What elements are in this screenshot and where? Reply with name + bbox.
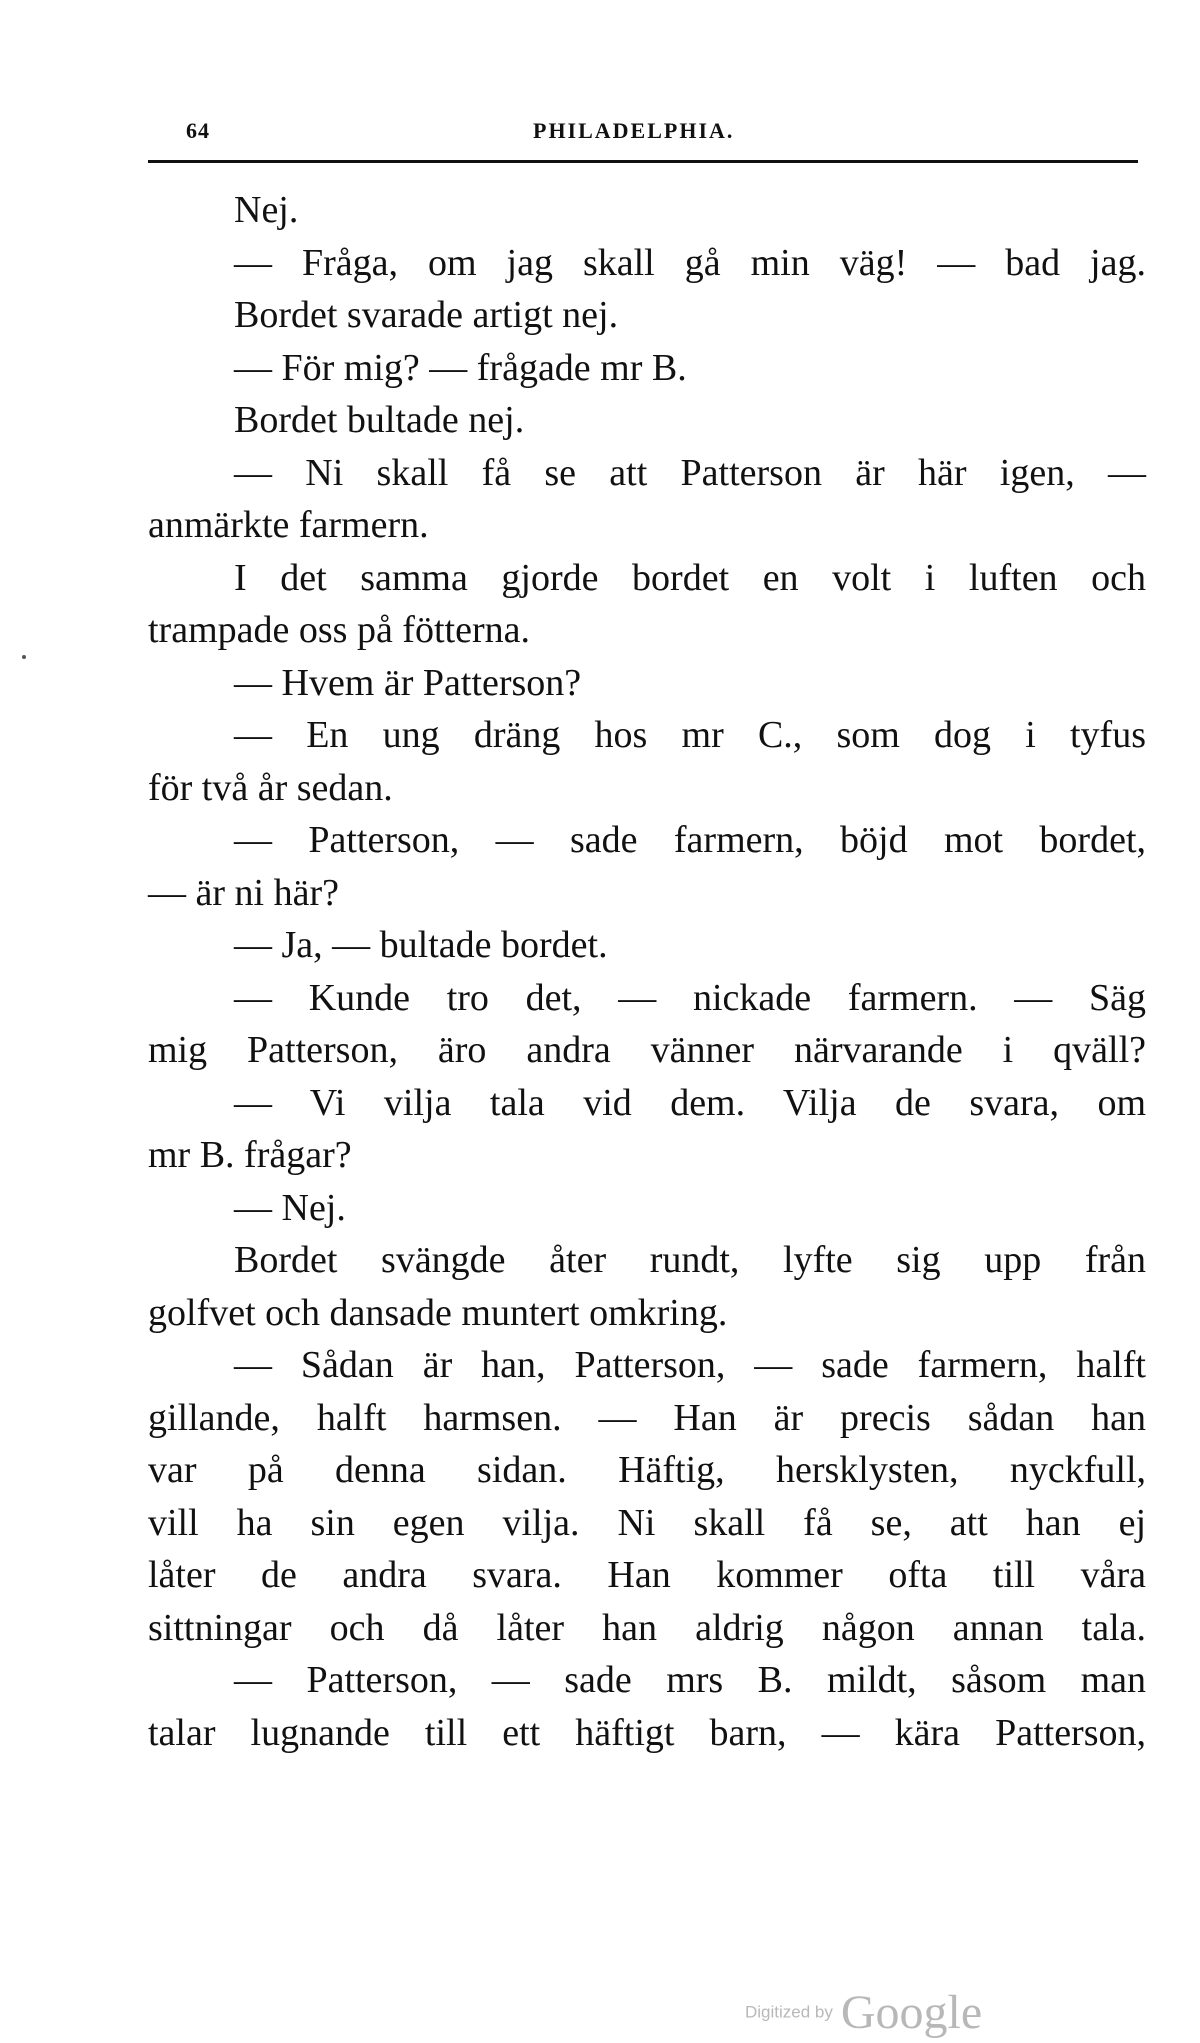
page-header <box>148 112 1138 152</box>
header-rule <box>148 160 1138 163</box>
text-line: — Ja, — bultade bordet. <box>234 924 608 966</box>
text-line: — Ni skall få se att Patterson är här igen, — <box>234 451 1146 494</box>
body-text <box>148 184 1146 1759</box>
text-line: låter de andra svara. Han kommer ofta till våra <box>148 1554 1146 1596</box>
margin-mark <box>22 655 26 659</box>
text-line: — Hvem är Patterson? <box>234 661 582 704</box>
text-line: gillande, halft harmsen. — Han är precis sådan han <box>148 1396 1146 1439</box>
running-title: PHILADELPHIA. <box>533 118 735 143</box>
text-line: var på denna sidan. Häftig, hersklysten, nyckfull, <box>148 1449 1146 1491</box>
text-line: Nej. <box>234 189 299 231</box>
text-line: mig Patterson, äro andra vänner närvarande i qväll? <box>148 1029 1146 1071</box>
text-line: — Patterson, — sade farmern, böjd mot bordet, <box>234 819 1146 861</box>
text-line: för två år sedan. <box>148 766 393 809</box>
text-line: anmärkte farmern. <box>148 504 429 546</box>
text-line: — För mig? — frågade mr B. <box>234 346 687 389</box>
text-line: vill ha sin egen vilja. Ni skall få se, att han ej <box>148 1501 1146 1544</box>
text-line: talar lugnande till ett häftigt barn, — kära Patterson, <box>148 1711 1146 1754</box>
text-line: — Kunde tro det, — nickade farmern. — Säg <box>234 976 1146 1019</box>
text-line: — Patterson, — sade mrs B. mildt, såsom man <box>234 1659 1146 1701</box>
watermark-prefix: Digitized by <box>745 2002 833 2022</box>
text-line: Bordet svängde åter rundt, lyfte sig upp från <box>234 1239 1146 1281</box>
page-number: 64 <box>186 118 210 143</box>
text-line: — Nej. <box>234 1186 346 1229</box>
text-line: golfvet och dansade muntert omkring. <box>148 1291 728 1334</box>
google-logo: Google <box>840 1986 983 2039</box>
text-line: Bordet bultade nej. <box>234 399 525 441</box>
text-line: — är ni här? <box>148 871 339 914</box>
text-line: I det samma gjorde bordet en volt i luften och <box>234 556 1146 599</box>
digitized-watermark <box>745 1985 982 2040</box>
text-line: — Sådan är han, Patterson, — sade farmern, halft <box>234 1344 1146 1386</box>
text-line: — Fråga, om jag skall gå min väg! — bad jag. <box>234 241 1146 284</box>
text-line: Bordet svarade artigt nej. <box>234 294 619 336</box>
text-line: trampade oss på fötterna. <box>148 609 530 651</box>
text-line: — Vi vilja tala vid dem. Vilja de svara, om <box>234 1081 1146 1124</box>
text-line: — En ung dräng hos mr C., som dog i tyfus <box>234 714 1146 756</box>
text-line: mr B. frågar? <box>148 1134 352 1176</box>
text-line: sittningar och då låter han aldrig någon annan tala. <box>148 1606 1146 1649</box>
